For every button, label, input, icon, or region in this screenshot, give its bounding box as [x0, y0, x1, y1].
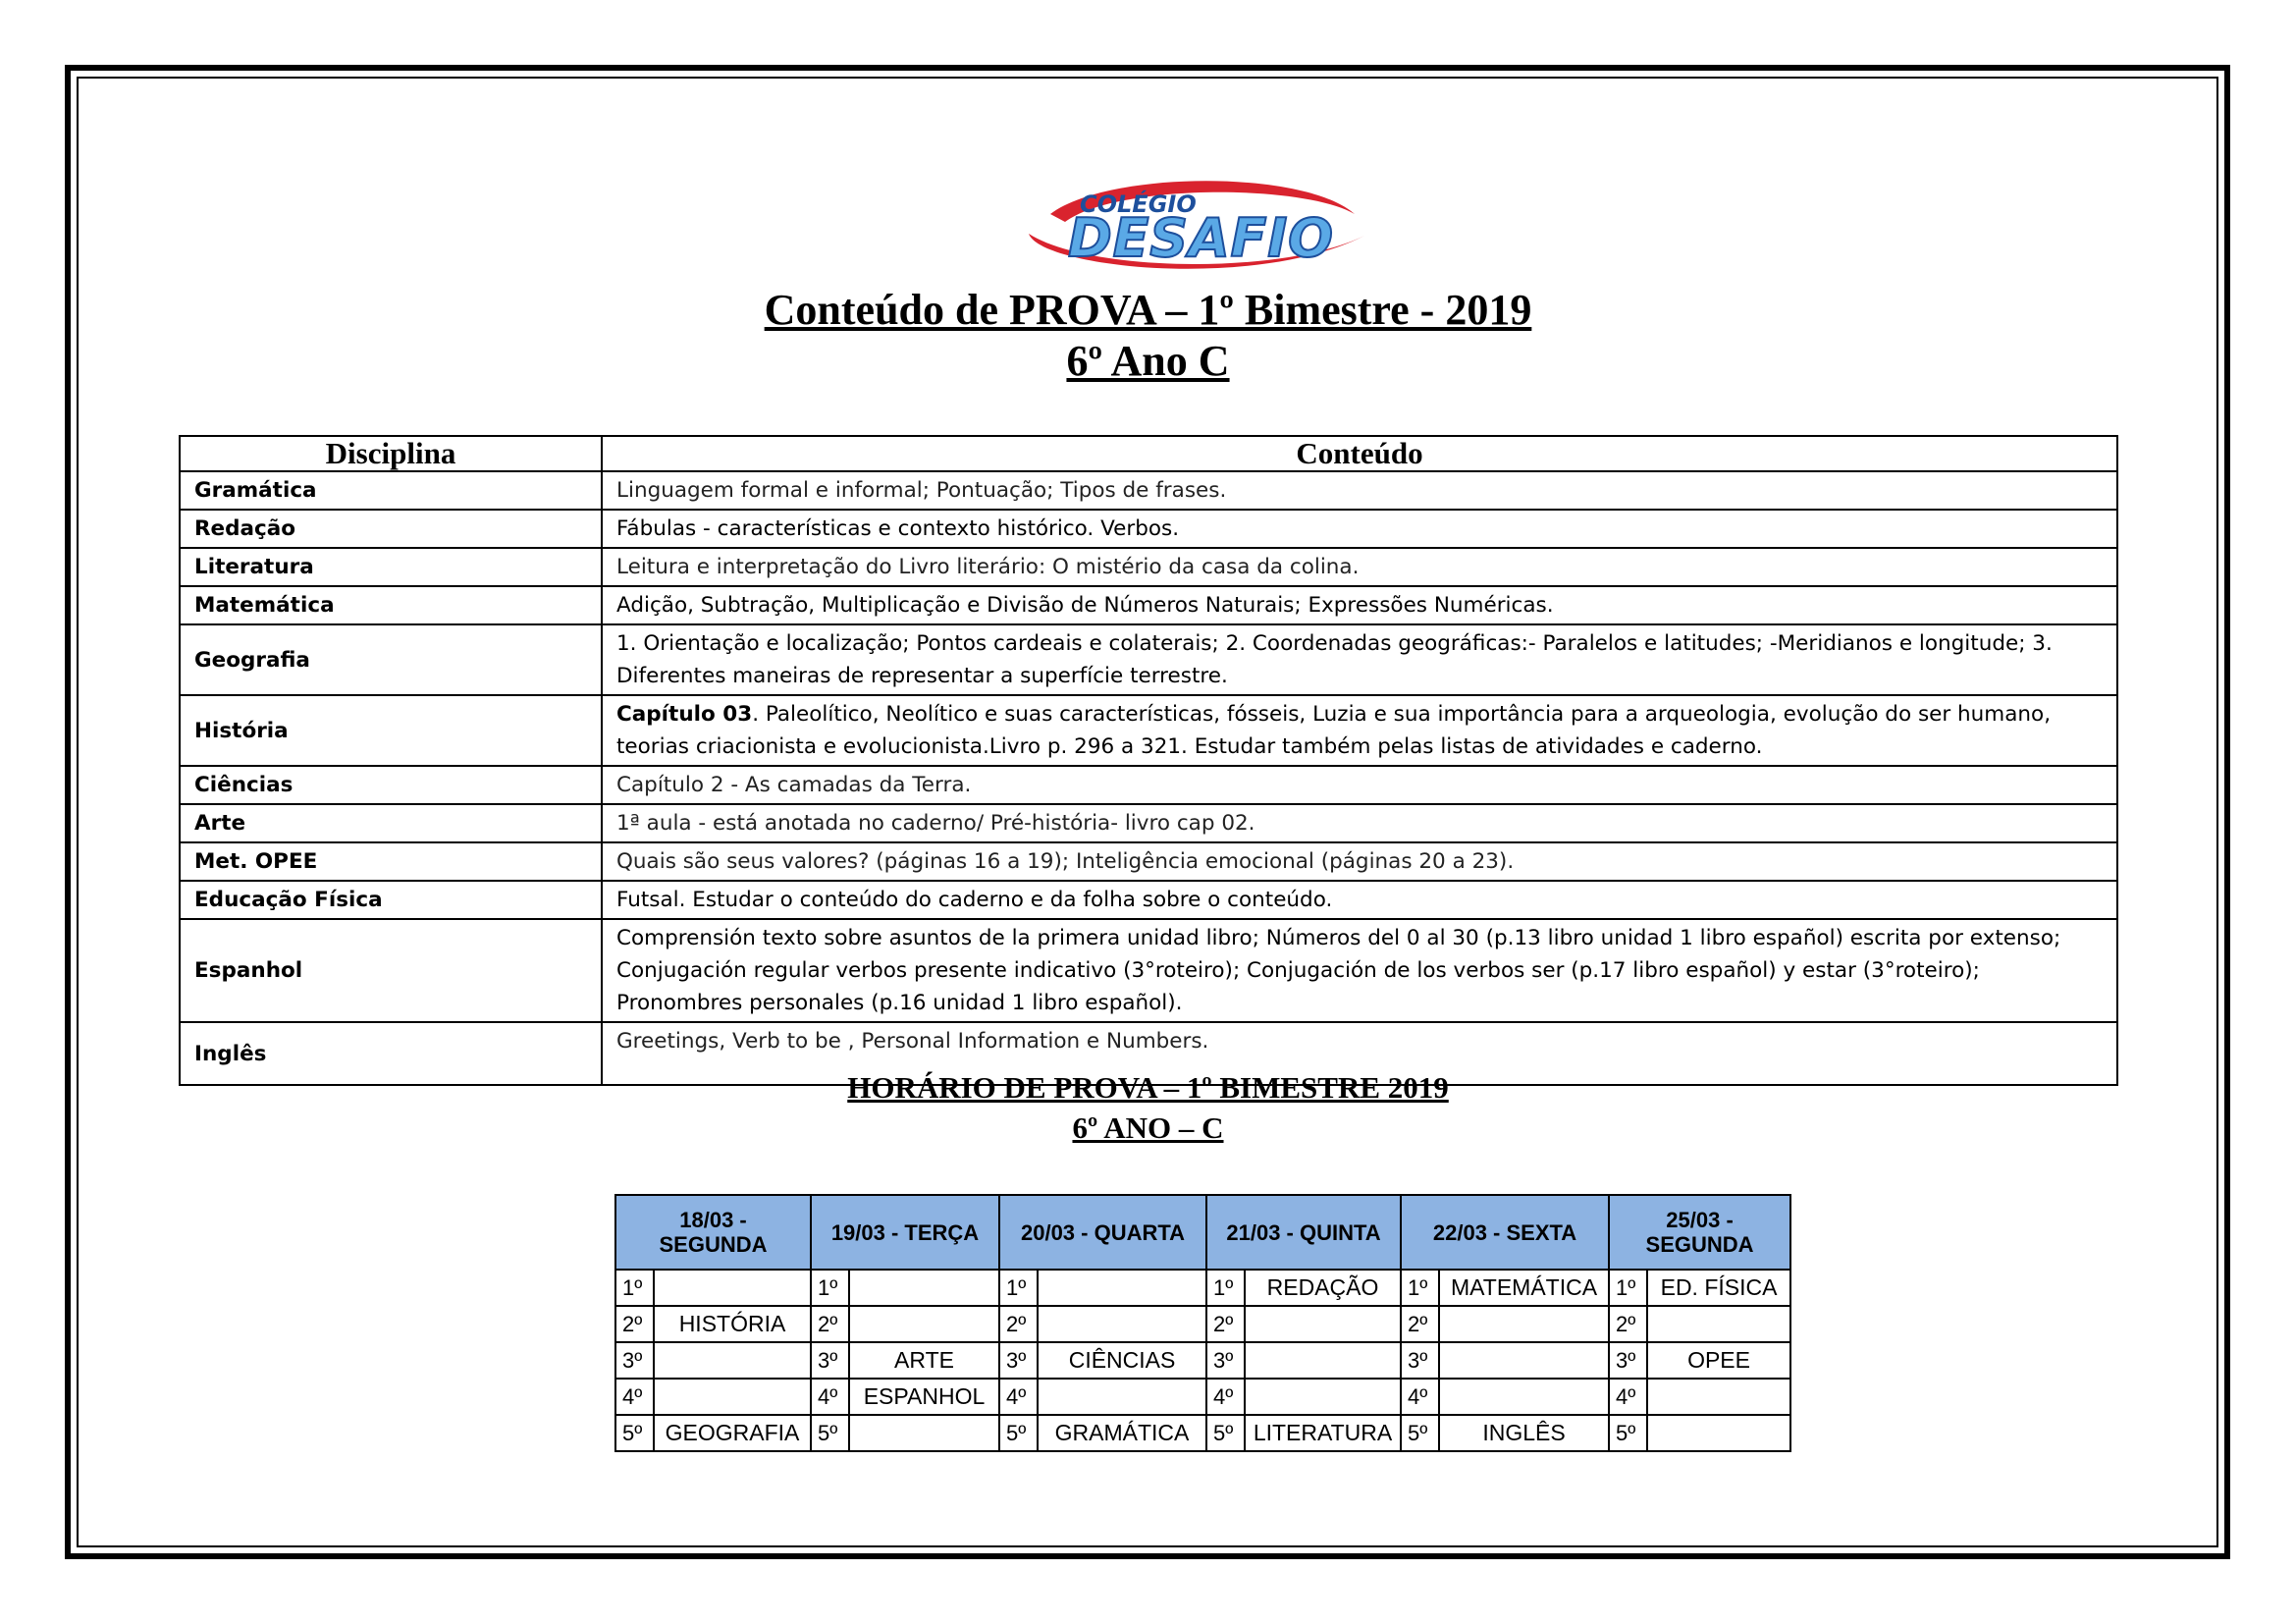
class-label: 6º Ano C [1066, 337, 1230, 385]
subject-cell: Educação Física [180, 881, 602, 919]
content-cell: Linguagem formal e informal; Pontuação; Tipos de frases. [602, 471, 2117, 510]
exam-subject-cell [1439, 1306, 1609, 1342]
schedule-row [615, 1379, 1790, 1415]
period-cell: 3º [1401, 1342, 1439, 1379]
content-bold-prefix: Capítulo 03 [616, 702, 753, 727]
exam-subject-cell: LITERATURA [1245, 1415, 1401, 1451]
content-cell: Comprensión texto sobre asuntos de la primera unidad libro; Números del 0 al 30 (p.13 libro unidad 1 libro español) escrita por extenso; Conjugación regular verbos presente indicativo (3°roteiro); Conjugación de los verbos ser (p.17 libro español) y estar (3°roteiro); Pronombres personales (p.16 unidad 1 libro español). [602, 919, 2117, 1022]
content-cell: Fábulas - características e contexto histórico. Verbos. [602, 510, 2117, 548]
table-row [180, 624, 2117, 695]
schedule-class-label: 6º ANO – C [1072, 1110, 1224, 1145]
period-cell: 5º [999, 1415, 1038, 1451]
exam-subject-cell [654, 1379, 811, 1415]
exam-subject-cell: MATEMÁTICA [1439, 1270, 1609, 1306]
exam-subject-cell: ED. FÍSICA [1647, 1270, 1790, 1306]
day-header: 21/03 - QUINTA [1206, 1195, 1401, 1270]
exam-subject-cell [1647, 1379, 1790, 1415]
period-cell: 3º [999, 1342, 1038, 1379]
table-row [180, 919, 2117, 1022]
page-title: Conteúdo de PROVA – 1º Bimestre - 2019 [764, 286, 1532, 334]
period-cell: 5º [811, 1415, 849, 1451]
table-row [180, 804, 2117, 842]
header-disciplina: Disciplina [180, 436, 602, 471]
subject-cell: Redação [180, 510, 602, 548]
exam-subject-cell [1038, 1306, 1206, 1342]
exam-subject-cell: INGLÊS [1439, 1415, 1609, 1451]
exam-subject-cell: ESPANHOL [849, 1379, 999, 1415]
period-cell: 5º [615, 1415, 654, 1451]
content-cell: Futsal. Estudar o conteúdo do caderno e da folha sobre o conteúdo. [602, 881, 2117, 919]
period-cell: 1º [811, 1270, 849, 1306]
content-table [179, 435, 2118, 1086]
exam-subject-cell: GRAMÁTICA [1038, 1415, 1206, 1451]
subject-cell: Ciências [180, 766, 602, 804]
schedule-row [615, 1415, 1790, 1451]
content-cell: 1. Orientação e localização; Pontos cardeais e colaterais; 2. Coordenadas geográficas:- Paralelos e latitudes; -Meridianos e longitude; 3. Diferentes maneiras de representar a superfície terrestre. [602, 624, 2117, 695]
exam-subject-cell [1439, 1342, 1609, 1379]
schedule-row [615, 1342, 1790, 1379]
exam-subject-cell [1245, 1306, 1401, 1342]
subject-cell: Arte [180, 804, 602, 842]
day-header: 20/03 - QUARTA [999, 1195, 1206, 1270]
period-cell: 4º [999, 1379, 1038, 1415]
content-cell: Greetings, Verb to be , Personal Information e Numbers. [602, 1022, 2117, 1085]
exam-subject-cell [1647, 1415, 1790, 1451]
table-row [180, 695, 2117, 766]
period-cell: 1º [1609, 1270, 1647, 1306]
period-cell: 1º [999, 1270, 1038, 1306]
exam-subject-cell [654, 1270, 811, 1306]
day-header: 19/03 - TERÇA [811, 1195, 999, 1270]
period-cell: 4º [1401, 1379, 1439, 1415]
exam-subject-cell: OPEE [1647, 1342, 1790, 1379]
period-cell: 2º [615, 1306, 654, 1342]
period-cell: 2º [1609, 1306, 1647, 1342]
period-cell: 1º [1206, 1270, 1245, 1306]
period-cell: 2º [811, 1306, 849, 1342]
period-cell: 2º [999, 1306, 1038, 1342]
subject-cell: Inglês [180, 1022, 602, 1085]
period-cell: 4º [615, 1379, 654, 1415]
table-row [180, 548, 2117, 586]
table-row [180, 510, 2117, 548]
content-cell: 1ª aula - está anotada no caderno/ Pré-história- livro cap 02. [602, 804, 2117, 842]
period-cell: 5º [1609, 1415, 1647, 1451]
table-row [180, 586, 2117, 624]
subject-cell: Gramática [180, 471, 602, 510]
table-row [180, 881, 2117, 919]
day-header: 22/03 - SEXTA [1401, 1195, 1609, 1270]
schedule-title: HORÁRIO DE PROVA – 1º BIMESTRE 2019 [847, 1070, 1449, 1105]
school-logo [1011, 175, 1390, 283]
header-conteudo: Conteúdo [602, 436, 2117, 471]
period-cell: 3º [1206, 1342, 1245, 1379]
period-cell: 1º [615, 1270, 654, 1306]
period-cell: 4º [1609, 1379, 1647, 1415]
exam-subject-cell: HISTÓRIA [654, 1306, 811, 1342]
logo-text-line2: DESAFIO [1068, 207, 1333, 269]
content-cell [602, 695, 2117, 766]
period-cell: 4º [811, 1379, 849, 1415]
exam-subject-cell [849, 1415, 999, 1451]
period-cell: 4º [1206, 1379, 1245, 1415]
schedule-row [615, 1306, 1790, 1342]
period-cell: 5º [1206, 1415, 1245, 1451]
exam-subject-cell [1245, 1342, 1401, 1379]
subject-cell: Espanhol [180, 919, 602, 1022]
exam-subject-cell: REDAÇÃO [1245, 1270, 1401, 1306]
table-row [180, 471, 2117, 510]
period-cell: 3º [615, 1342, 654, 1379]
exam-subject-cell: CIÊNCIAS [1038, 1342, 1206, 1379]
content-cell: Capítulo 2 - As camadas da Terra. [602, 766, 2117, 804]
day-header: 25/03 - SEGUNDA [1609, 1195, 1790, 1270]
schedule-table [614, 1194, 1791, 1452]
subject-cell: Geografia [180, 624, 602, 695]
content-text: . Paleolítico, Neolítico e suas características, fósseis, Luzia e sua importância para a arqueologia, evolução do ser humano, teorias criacionista e evolucionista.Livro p. 296 a 321. Estudar também pelas listas de atividades e caderno. [616, 702, 2052, 759]
period-cell: 1º [1401, 1270, 1439, 1306]
exam-subject-cell [1038, 1379, 1206, 1415]
subject-cell: Met. OPEE [180, 842, 602, 881]
table-row [180, 766, 2117, 804]
exam-subject-cell [1439, 1379, 1609, 1415]
content-cell: Quais são seus valores? (páginas 16 a 19); Inteligência emocional (páginas 20 a 23). [602, 842, 2117, 881]
content-cell: Leitura e interpretação do Livro literário: O mistério da casa da colina. [602, 548, 2117, 586]
exam-subject-cell [1245, 1379, 1401, 1415]
exam-subject-cell [849, 1306, 999, 1342]
exam-subject-cell [849, 1270, 999, 1306]
schedule-header-row [615, 1195, 1790, 1270]
period-cell: 3º [811, 1342, 849, 1379]
subject-cell: História [180, 695, 602, 766]
exam-subject-cell: ARTE [849, 1342, 999, 1379]
schedule-row [615, 1270, 1790, 1306]
table-row [180, 842, 2117, 881]
exam-subject-cell [1038, 1270, 1206, 1306]
period-cell: 2º [1206, 1306, 1245, 1342]
exam-subject-cell: GEOGRAFIA [654, 1415, 811, 1451]
logo-text-line1: COLÉGIO [1080, 190, 1197, 218]
period-cell: 2º [1401, 1306, 1439, 1342]
subject-cell: Literatura [180, 548, 602, 586]
period-cell: 5º [1401, 1415, 1439, 1451]
day-header: 18/03 - SEGUNDA [615, 1195, 811, 1270]
period-cell: 3º [1609, 1342, 1647, 1379]
exam-subject-cell [1647, 1306, 1790, 1342]
subject-cell: Matemática [180, 586, 602, 624]
exam-subject-cell [654, 1342, 811, 1379]
content-table-header [180, 436, 2117, 471]
content-cell: Adição, Subtração, Multiplicação e Divisão de Números Naturais; Expressões Numéricas. [602, 586, 2117, 624]
